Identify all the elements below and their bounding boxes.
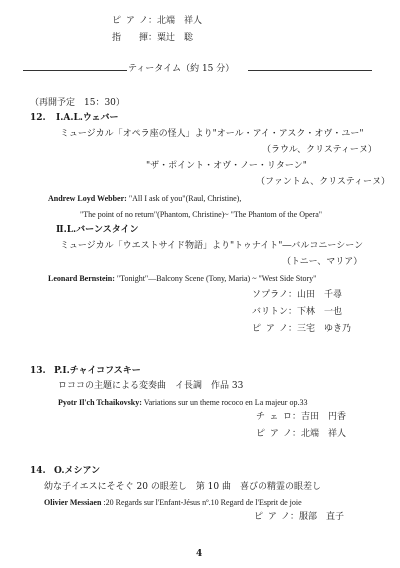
section-12-line-1: ミュージカル「オペラ座の怪人」より"オール・アイ・アスク・オヴ・ユー" (60, 129, 364, 139)
section-12-english-2: "The point of no return"(Phantom, Christine)~ "The Phantom of the Opera" (80, 210, 323, 219)
header-credit-piano: ピアノ：北端 祥人 (112, 16, 203, 26)
resume-time: （再開予定 15：30） (30, 98, 125, 108)
page-number: 4 (196, 549, 203, 559)
section-14-heading: O.メシアン (54, 466, 101, 476)
section-13-heading: P.I.チャイコフスキー (54, 366, 141, 376)
header-credit-conductor: 指揮：粟辻 聡 (112, 33, 194, 43)
section-12-english-3: Leonard Bernstein: "Tonight"―Balcony Scene (Tony, Maria) ~ "West Side Story" (48, 274, 317, 283)
section-13-line-1: ロココの主題による変奏曲 イ長調 作品 33 (58, 381, 244, 391)
section-number-14: 14. (30, 466, 46, 476)
section-12-line-1-cast: （ラウル、クリスティーヌ） (262, 145, 377, 155)
section-12-heading-1: Ⅰ.A.L.ウェバー (56, 113, 119, 123)
section-14-line-1: 幼な子イエスにそそぐ 20 の眼差し 第 10 曲 喜びの精霊の眼差し (44, 482, 321, 492)
intermission-rule-right (248, 70, 372, 71)
section-12-credit-baritone: バリトン：下林 一也 (252, 307, 343, 317)
section-12-heading-2: Ⅱ.L.バーンスタイン (56, 225, 139, 235)
section-13-credit-piano: ピアノ：北端 祥人 (256, 429, 347, 439)
section-12-line-3-cast: （トニー、マリア） (282, 257, 363, 267)
section-13-english-1: Pyotr Il'ch Tchaikovsky: Variations sur un theme rococo en La majeur op.33 (58, 398, 308, 407)
section-number-13: 13. (30, 366, 46, 376)
section-14-english-1: Olivier Messiaen :20 Regards sur l'Enfant-Jésus nº.10 Regard de l'Esprit de joie (44, 498, 302, 507)
section-12-line-2-cast: （ファントム、クリスティーヌ） (256, 177, 391, 187)
section-number-12: 12. (30, 113, 46, 123)
section-12-credit-soprano: ソプラノ：山田 千尋 (252, 290, 343, 300)
section-12-line-3: ミュージカル「ウエストサイド物語」より"トゥナイト"―バルコニーシーン (60, 241, 364, 251)
section-12-line-2: "ザ・ポイント・オヴ・ノー・リターン" (146, 161, 307, 171)
section-12-english-1: Andrew Loyd Webber: "All I ask of you"(Raul, Christine), (48, 194, 242, 203)
intermission-rule-left (23, 70, 127, 71)
section-12-credit-piano: ピアノ：三宅 ゆき乃 (252, 324, 352, 334)
intermission-label: ティータイム（約 15 分） (128, 64, 235, 74)
section-13-credit-cello: チェロ：吉田 円香 (256, 412, 347, 422)
section-14-credit-piano: ピアノ：服部 直子 (254, 512, 345, 522)
